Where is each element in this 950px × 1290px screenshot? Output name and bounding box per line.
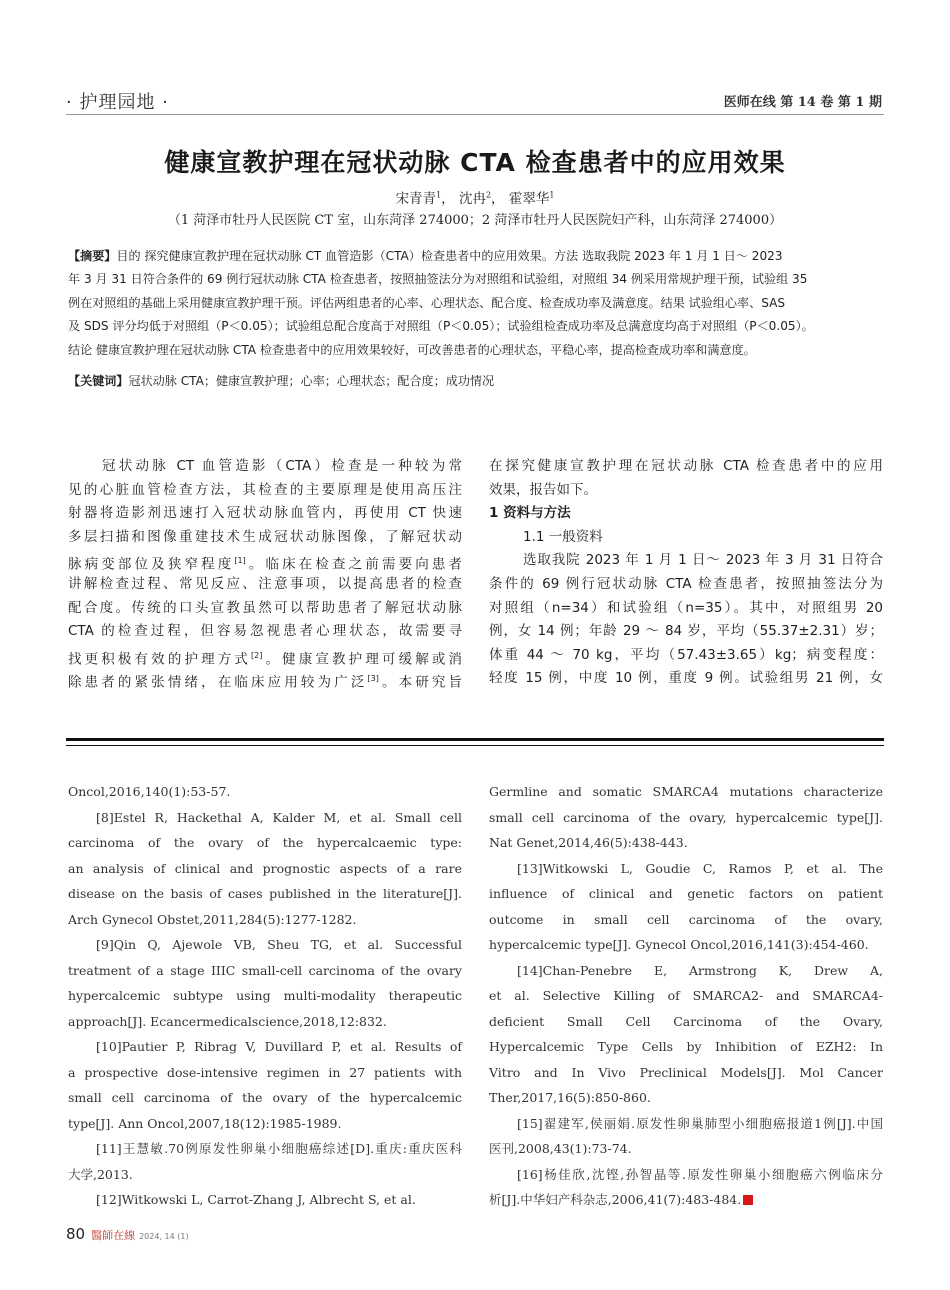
keywords [68, 372, 884, 389]
journal-logo: 醫師在線 [91, 1229, 136, 1242]
subsection-heading: 1.1 一般资料 [523, 528, 603, 545]
author-name: 霍翠华 [508, 191, 550, 207]
body-line: CTA 的检查过程，但容易忽视患者心理状态，故需要寻 [68, 623, 462, 640]
keywords-label: 【关键词】 [68, 374, 129, 388]
reference-entry [68, 805, 462, 933]
reference-line: [8]Estel R, Hackethal A, Kalder M, et al. Small cell [96, 809, 462, 825]
reference-line: 大学,2013. [68, 1166, 133, 1182]
body-line: 见的心脏血管检查方法，其检查的主要原理是使用高压注 [68, 481, 462, 498]
reference-line: [11]王慧敏.70例原发性卵巢小细胞癌综述[D].重庆:重庆医科 [96, 1141, 462, 1156]
body-line: 配合度。传统的口头宣教虽然可以帮助患者了解冠状动脉 [68, 599, 462, 616]
reference-line: small cell carcinoma of the ovary of the hypercalcemic [68, 1090, 462, 1105]
author-affil-mark: 1 [436, 190, 442, 200]
body-line: 效果，报告如下。 [489, 481, 597, 498]
end-of-article-mark [743, 1195, 753, 1205]
issue-info: 2024, 14 (1) [139, 1232, 189, 1241]
body-line: 冠状动脉 CT 血管造影（CTA）检查是一种较为常 [102, 458, 462, 474]
reference-entry [68, 1187, 462, 1213]
section-heading: 1 资料与方法 [489, 505, 571, 522]
reference-entry [489, 856, 883, 958]
reference-line: Nat Genet,2014,46(5):438-443. [489, 835, 688, 850]
reference-line: [9]Qin Q, Ajewole VB, Sheu TG, et al. Successful [96, 937, 462, 952]
body-line: 除患者的紧张情绪，在临床应用较为广泛[3]。本研究旨 [68, 674, 463, 691]
author-list: 宋青青$^1$， 沈冉$^2$， 霍翠华$^1$ [395, 190, 555, 207]
body-line: 选取我院 2023 年 1 月 1 日～ 2023 年 3 月 31 日符合 [523, 552, 883, 569]
separator-rule-thick [66, 738, 884, 741]
abstract-line: 例在对照组的基础上采用健康宣教护理干预。评估两组患者的心率、心理状态、配合度、检查成功率及满意度。结果 试验组心率、SAS [68, 295, 786, 310]
reference-line: carcinoma of the ovary of the hypercalcaemic type: [68, 835, 462, 850]
reference-line: an analysis of clinical and prognostic aspects of a rare [68, 860, 462, 876]
body-line: 条件的 69 例行冠状动脉 CTA 检查患者，按照抽签法分为 [489, 575, 883, 592]
abstract-line: 【摘要】目的 探究健康宣教护理在冠状动脉 CT 血管造影（CTA）检查患者中的应用效果。方法 选取我院 2023 年 1 月 1 日～ 2023 [68, 249, 783, 263]
reference-entry [489, 1111, 883, 1162]
body-line: 找更积极有效的护理方式[2]。健康宣教护理可缓解或消 [68, 650, 463, 668]
citation: [2] [251, 650, 263, 660]
reference-line: Hypercalcemic Type Cells by Inhibition of EZH2: In [489, 1039, 883, 1054]
reference-line: Vitro and In Vivo Preclinical Models[J]. Mol Cancer [489, 1064, 883, 1080]
reference-line: a prospective dose-intensive regimen in 27 patients with [68, 1064, 462, 1080]
article-title: 健康宣教护理在冠状动脉 CTA 检查患者中的应用效果 [164, 148, 786, 177]
body-line: 脉病变部位及狭窄程度[1]。临床在检查之前需要向患者 [68, 556, 463, 573]
reference-line: disease on the basis of cases published in the literature[J]. [68, 886, 462, 901]
reference-line: small cell carcinoma of the ovary, hypercalcemic type[J]. [489, 809, 883, 825]
separator-rule-thin [66, 745, 884, 746]
reference-line: [16]杨佳欣,沈铿,孙智晶等.原发性卵巢小细胞癌六例临床分 [517, 1166, 883, 1182]
body-line: 在探究健康宣教护理在冠状动脉 CTA 检查患者中的应用 [489, 458, 883, 474]
reference-line: deficient Small Cell Carcinoma of the Ovary, [489, 1013, 883, 1029]
reference-line: hypercalcemic subtype using multi-modality therapeutic [68, 988, 462, 1003]
references-left [68, 779, 462, 1213]
journal-running-header: 医师在线 第 14 卷 第 1 期 [723, 95, 882, 110]
reference-line: Ther,2017,16(5):850-860. [489, 1090, 651, 1105]
reference-line: 医刊,2008,43(1):73-74. [489, 1141, 632, 1156]
reference-entry [68, 1136, 462, 1187]
body-column-right [489, 455, 883, 691]
page-footer [66, 1225, 189, 1243]
author-name: 沈冉 [458, 191, 486, 207]
body-line: 射器将造影剂迅速打入冠状动脉血管内，再使用 CT 快速 [68, 505, 462, 522]
reference-line: [15]翟建军,侯丽娟.原发性卵巢肺型小细胞癌报道1例[J].中国 [517, 1115, 883, 1131]
reference-entry [68, 779, 462, 805]
reference-entry [489, 779, 883, 856]
reference-entry [489, 1162, 883, 1213]
abstract [68, 245, 884, 362]
header-divider [66, 114, 884, 115]
abstract-line: 年 3 月 31 日符合条件的 69 例行冠状动脉 CTA 检查患者，按照抽签法分为对照组和试验组，对照组 34 例采用常规护理干预，试验组 35 [68, 272, 808, 287]
references-right [489, 779, 883, 1213]
reference-line: et al. Selective Killing of SMARCA2- and SMARCA4- [489, 988, 883, 1003]
body-line: 讲解检查过程、常见反应、注意事项，以提高患者的检查 [68, 575, 462, 592]
section-tag: · 护理园地 · [66, 92, 169, 113]
reference-line: [10]Pautier P, Ribrag V, Duvillard P, et al. Results of [96, 1039, 462, 1054]
author-affil-mark: 1 [549, 190, 555, 200]
reference-line: hypercalcemic type[J]. Gynecol Oncol,2016,141(3):454-460. [489, 937, 869, 952]
author-name: 宋青青 [395, 191, 437, 207]
body-column-left [68, 455, 462, 691]
citation: [1] [234, 556, 246, 566]
body-line: 多层扫描和图像重建技术生成冠状动脉图像，了解冠状动 [68, 528, 462, 545]
abstract-line: 及 SDS 评分均低于对照组（P＜0.05）；试验组总配合度高于对照组（P＜0.05）；试验组检查成功率及总满意度均高于对照组（P＜0.05）。 [68, 319, 814, 334]
keywords-text: 冠状动脉 CTA；健康宣教护理；心率；心理状态；配合度；成功情况 [128, 374, 495, 388]
reference-line: 析[J].中华妇产科杂志,2006,41(7):483-484. [489, 1187, 883, 1213]
reference-line: [12]Witkowski L, Carrot-Zhang J, Albrecht S, et al. [96, 1192, 416, 1207]
body-line: 例，女 14 例；年龄 29 ～ 84 岁，平均（55.37±2.31）岁； [489, 623, 883, 640]
reference-line: [13]Witkowski L, Goudie C, Ramos P, et al. The [517, 860, 883, 876]
body-line: 轻度 15 例，中度 10 例，重度 9 例。试验组男 21 例，女 [489, 670, 883, 687]
body-line: 体重 44 ～ 70 kg，平均（57.43±3.65）kg；病变程度： [489, 646, 883, 663]
reference-entry [489, 958, 883, 1111]
citation: [3] [367, 674, 379, 684]
page-number: 80 [66, 1225, 86, 1243]
reference-line: influence of clinical and genetic factors on patient [489, 886, 883, 901]
body-line: 对照组（n=34）和试验组（n=35）。其中，对照组男 20 [489, 599, 883, 616]
reference-line: [14]Chan-Penebre E, Armstrong K, Drew A, [517, 962, 883, 978]
abstract-line: 结论 健康宣教护理在冠状动脉 CTA 检查患者中的应用效果较好，可改善患者的心理状态，平稳心率，提高检查成功率和满意度。 [68, 342, 756, 357]
reference-entry [68, 1034, 462, 1136]
reference-line: outcome in small cell carcinoma of the ovary, [489, 911, 883, 927]
abstract-label: 【摘要】 [68, 249, 117, 263]
reference-entry [68, 932, 462, 1034]
reference-line: Germline and somatic SMARCA4 mutations characterize [489, 784, 883, 799]
reference-line: Oncol,2016,140(1):53-57. [68, 784, 231, 799]
reference-line: approach[J]. Ecancermedicalscience,2018,12:832. [68, 1013, 387, 1029]
affiliation: （1 菏泽市牡丹人民医院 CT 室，山东菏泽 274000；2 菏泽市牡丹人民医院妇产科，山东菏泽 274000） [167, 213, 783, 228]
reference-line: Arch Gynecol Obstet,2011,284(5):1277-1282. [68, 911, 357, 927]
reference-line: treatment of a stage IIIC small-cell carcinoma of the ovary [68, 962, 462, 978]
author-affil-mark: 2 [485, 190, 492, 200]
reference-line: type[J]. Ann Oncol,2007,18(12):1985-1989. [68, 1115, 342, 1131]
